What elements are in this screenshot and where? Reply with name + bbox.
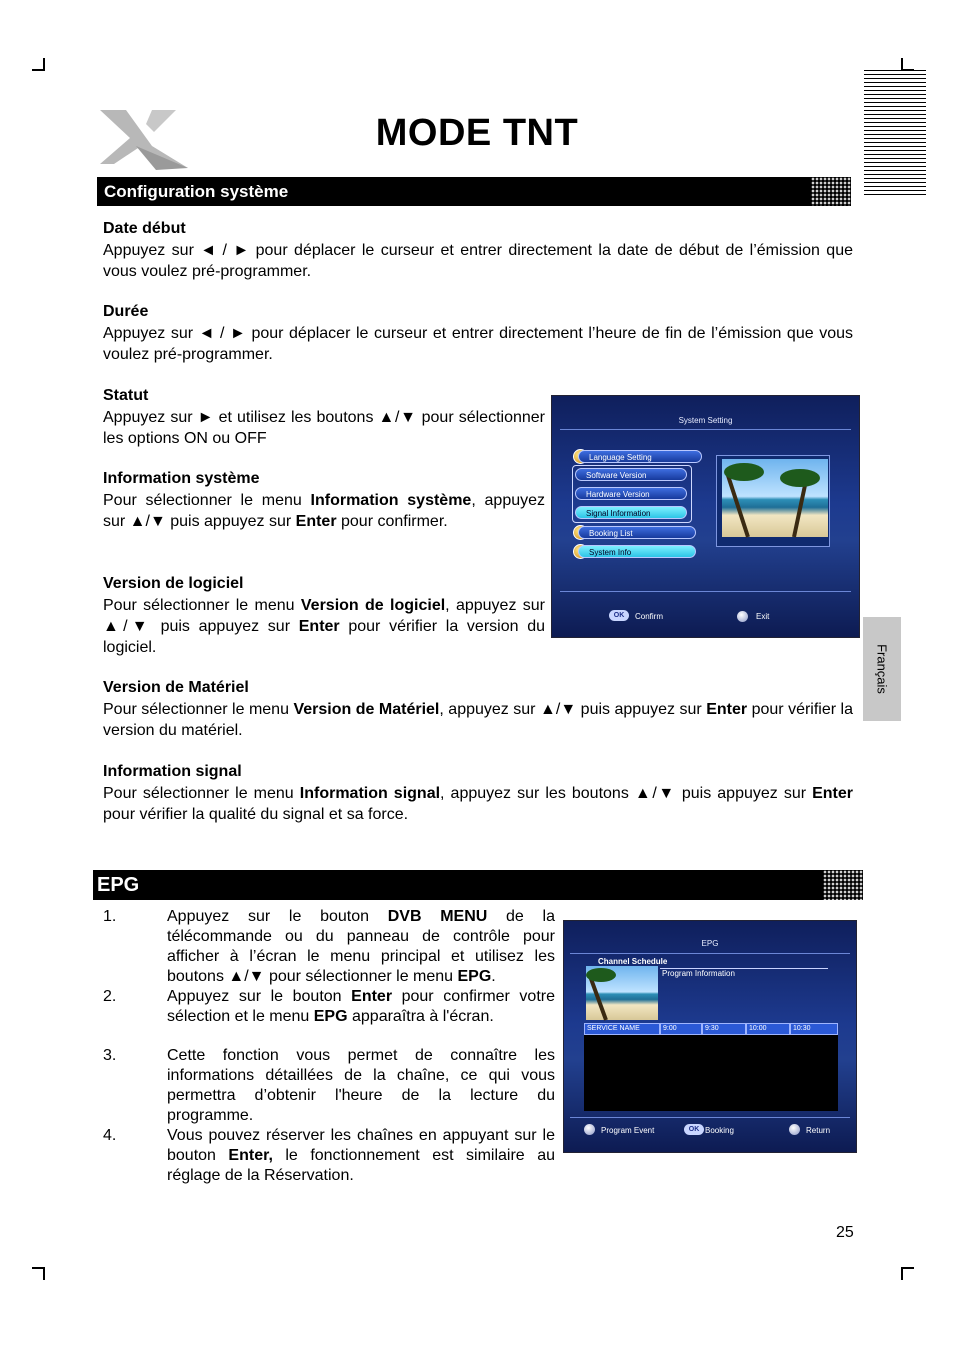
system-setting-screenshot [551, 395, 860, 638]
step-number: 3. [103, 1047, 117, 1064]
palm-trunk [588, 976, 607, 1021]
column-time: 9:30 [702, 1023, 746, 1035]
text-version-materiel: Pour sélectionner le menu Version de Matériel, appuyez sur ▲/▼ puis appuyez sur Enter pour vérifier la version du matériel. [103, 701, 854, 739]
bar-dots-decoration [811, 177, 851, 206]
heading-version-materiel: Version de Matériel [103, 679, 249, 696]
page-title: MODE TNT [375, 112, 579, 154]
palm-frond [586, 968, 616, 982]
heading-information-systeme: Information système [103, 470, 260, 487]
text-version-logiciel: Pour sélectionner le menu Version de logiciel, appuyez sur ▲/▼ puis appuyez sur Enter pour vérifier la version du logiciel. [103, 597, 546, 656]
menu-item-language: Language Setting [578, 450, 702, 463]
screen-title: EPG [701, 939, 719, 948]
return-label: Return [806, 1126, 831, 1135]
crop-mark-top-left [32, 58, 45, 71]
screen-title: System Setting [678, 416, 733, 425]
section-bar-config [97, 177, 851, 206]
confirm-label: Confirm [635, 612, 664, 621]
step-text: Cette fonction vous permet de connaître les informations détaillées de la chaîne, ce qui vous permettra d’obtenir l'heure de la lecture du programme. [167, 1047, 555, 1124]
program-information-label: Program Information [662, 969, 735, 978]
program-event-icon [584, 1124, 595, 1135]
text-date-debut: Appuyez sur ◄ / ► pour déplacer le curseur et entrer directement la date de début de l’émission que vous voulez pré-programmer. [103, 242, 853, 280]
epg-screenshot [563, 920, 857, 1153]
menu-item-signal-information: Signal Information [575, 506, 687, 519]
menu-item-booking: Booking List [578, 526, 696, 539]
exit-button-icon [737, 611, 748, 622]
heading-version-logiciel: Version de logiciel [103, 575, 244, 592]
program-event-label: Program Event [601, 1126, 655, 1135]
divider [570, 1117, 850, 1118]
ok-button-icon: OK [684, 1124, 704, 1135]
return-icon [789, 1124, 800, 1135]
section-title: EPG [97, 874, 140, 896]
crop-mark-bottom-right [901, 1267, 914, 1280]
palm-trunk [792, 480, 808, 538]
step-text: Appuyez sur le bouton DVB MENU de la télécommande ou du panneau de contrôle pour afficher à l’écran le menu principal et utilisez les boutons ▲/▼ pour sélectionner le menu EPG. [167, 908, 555, 985]
palm-frond [780, 469, 820, 487]
step-text: Vous pouvez réserver les chaînes en appuyant sur le bouton Enter, le fonctionnement est similaire au réglage de la Réservation. [167, 1127, 555, 1184]
step-number: 1. [103, 908, 117, 925]
heading-statut: Statut [103, 387, 149, 404]
divider [660, 968, 828, 969]
divider [560, 429, 851, 430]
column-service-name: SERVICE NAME [584, 1023, 660, 1035]
booking-label: Booking [705, 1126, 734, 1135]
divider [570, 953, 850, 954]
language-label: Français [874, 644, 890, 694]
ok-button-icon: OK [609, 610, 629, 621]
exit-label: Exit [756, 612, 770, 621]
column-time: 9:00 [660, 1023, 702, 1035]
text-statut: Appuyez sur ► et utilisez les boutons ▲/▼ pour sélectionner les options ON ou OFF [103, 409, 545, 447]
palm-trunk [726, 474, 750, 538]
step-text: Appuyez sur le bouton Enter pour confirmer votre sélection et le menu EPG apparaîtra à l'écran. [167, 988, 556, 1025]
menu-item-system-info: System Info [578, 545, 696, 558]
schedule-area [584, 1035, 838, 1111]
crop-mark-bottom-left [32, 1267, 45, 1280]
section-bar-epg [93, 870, 863, 900]
step-number: 4. [103, 1127, 117, 1144]
divider [560, 591, 851, 592]
column-time: 10:30 [790, 1023, 838, 1035]
beach-photo [722, 459, 828, 537]
channel-schedule-label: Channel Schedule [598, 957, 668, 966]
text-duree: Appuyez sur ◄ / ► pour déplacer le curseur et entrer directement l’heure de fin de l’émission que vous voulez pré-programmer. [103, 325, 853, 363]
palm-frond [724, 463, 764, 481]
language-side-tab [863, 617, 901, 721]
text-information-signal: Pour sélectionner le menu Information signal, appuyez sur les boutons ▲/▼ puis appuyez sur Enter pour vérifier la qualité du signal et sa force. [103, 785, 854, 823]
menu-item-software: Software Version [575, 468, 687, 481]
channel-photo [586, 966, 658, 1020]
column-time: 10:00 [746, 1023, 790, 1035]
page-number: 25 [836, 1224, 854, 1241]
heading-duree: Durée [103, 303, 149, 320]
bar-dots-decoration [823, 870, 863, 900]
menu-item-hardware: Hardware Version [575, 487, 687, 500]
heading-date-debut: Date début [103, 220, 186, 237]
text-information-systeme: Pour sélectionner le menu Information système, appuyez sur ▲/▼ puis appuyez sur Enter pour confirmer. [103, 492, 546, 530]
section-title: Configuration système [104, 182, 289, 201]
heading-information-signal: Information signal [103, 763, 242, 780]
step-number: 2. [103, 988, 117, 1005]
